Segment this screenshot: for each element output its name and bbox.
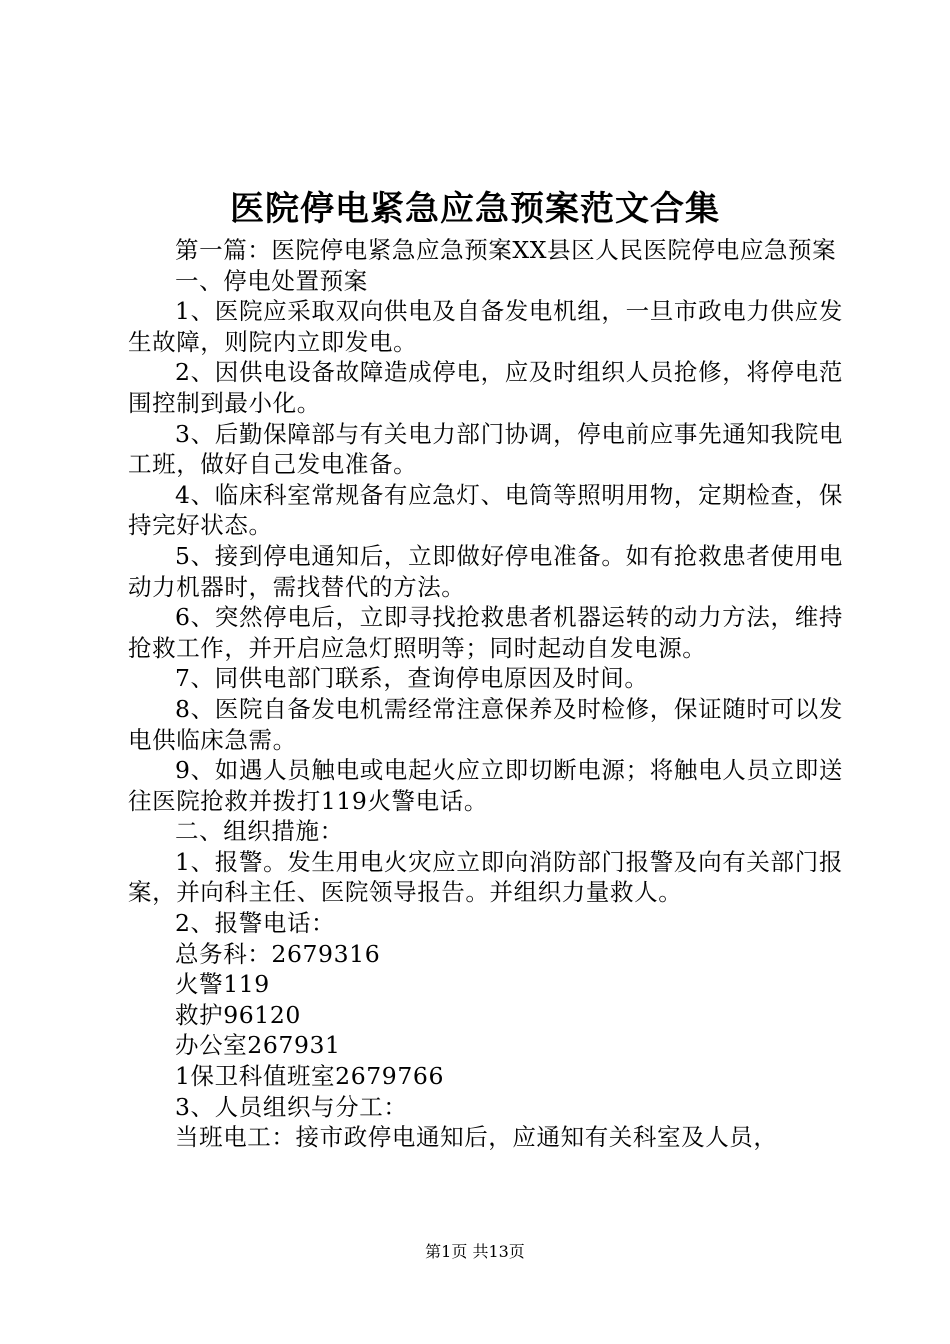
paragraph: 4、临床科室常规备有应急灯、电筒等照明用物，定期检查，保持完好状态。 (128, 480, 843, 540)
paragraph: 第一篇：医院停电紧急应急预案XX县区人民医院停电应急预案 (175, 236, 837, 264)
document-title: 医院停电紧急应急预案范文合集 (230, 189, 720, 229)
phone-line: 总务科：2679316 (175, 939, 381, 968)
section-heading: 二、组织措施： (175, 817, 344, 846)
paragraph: 6、突然停电后，立即寻找抢救患者机器运转的动力方法，维持抢救工作，并开启应急灯照明等；同时起动自发电源。 (128, 603, 843, 662)
paragraph: 2、因供电设备故障造成停电，应及时组织人员抢修，将停电范围控制到最小化。 (128, 358, 843, 417)
section-heading: 3、人员组织与分工： (175, 1092, 408, 1121)
phone-line: 1保卫科值班室2679766 (175, 1062, 445, 1091)
paragraph: 2、报警电话： (175, 909, 336, 938)
paragraph: 当班电工：接市政停电通知后，应通知有关科室及人员， (175, 1123, 778, 1152)
paragraph: 3、后勤保障部与有关电力部门协调，停电前应事先通知我院电工班，做好自己发电准备。 (128, 419, 843, 479)
paragraph: 7、同供电部门联系，查询停电原因及时间。 (175, 664, 649, 693)
document-body (128, 235, 843, 1153)
phone-line: 火警119 (175, 970, 270, 999)
page-number-footer: 第1页 共13页 (425, 1242, 525, 1261)
paragraph: 8、医院自备发电机需经常注意保养及时检修，保证随时可以发电供临床急需。 (128, 694, 843, 754)
section-heading: 一、停电处置预案 (175, 266, 368, 295)
paragraph: 9、如遇人员触电或电起火应立即切断电源；将触电人员立即送往医院抢救并拨打119火警电话。 (128, 756, 843, 815)
paragraph: 1、报警。发生用电火灾应立即向消防部门报警及向有关部门报案，并向科主任、医院领导报告。并组织力量救人。 (128, 847, 843, 907)
phone-line: 救护96120 (175, 1000, 301, 1029)
paragraph: 5、接到停电通知后，立即做好停电准备。如有抢救患者使用电动力机器时，需找替代的方法。 (128, 541, 843, 601)
paragraph: 1、医院应采取双向供电及自备发电机组，一旦市政电力供应发生故障，则院内立即发电。 (128, 297, 843, 356)
phone-line: 办公室267931 (175, 1031, 341, 1060)
